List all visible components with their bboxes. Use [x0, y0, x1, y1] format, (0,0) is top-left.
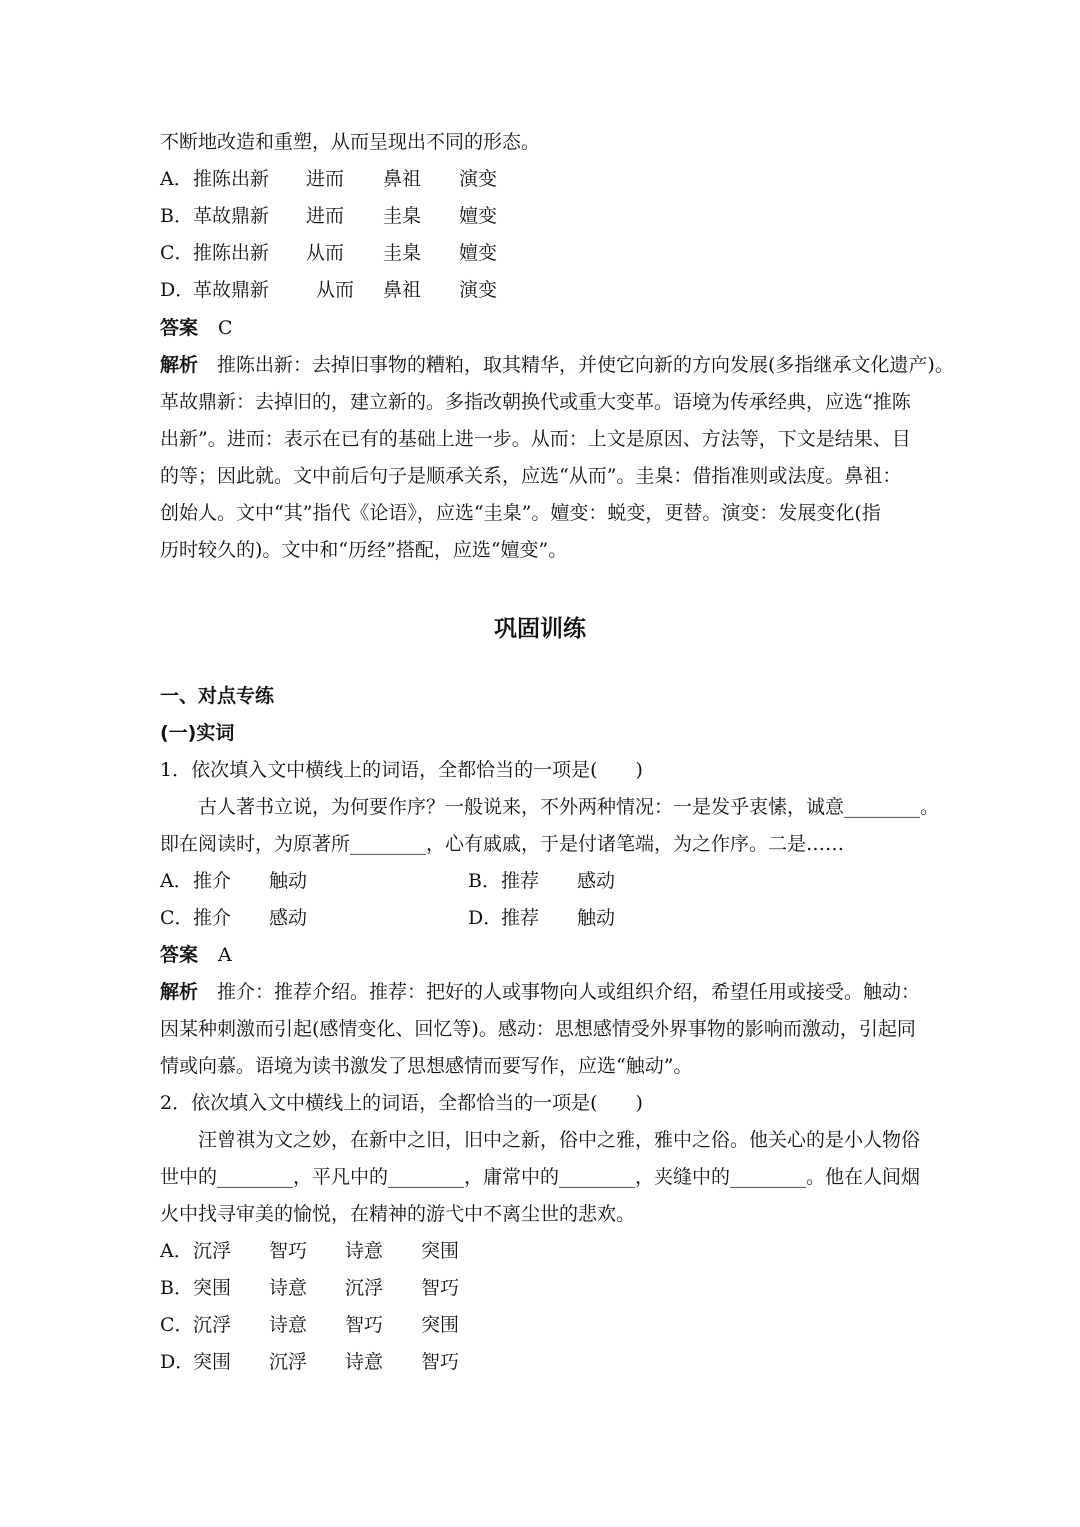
analysis-text: 推介：推荐介绍。推荐：把好的人或事物向人或组织介绍，希望任用或接受。触动：: [217, 981, 921, 1003]
option-c-word-2: 从而: [306, 242, 345, 264]
q1-analysis-line: 因某种刺激而引起(感情变化、回忆等)。感动：思想感情受外界事物的影响而激动，引起同: [160, 1018, 916, 1040]
q2-option-b-word-4: 智巧: [421, 1277, 460, 1299]
answer-value: A: [218, 944, 232, 966]
q1-option-b-word-2: 感动: [577, 870, 616, 892]
q2-option-c-word-3: 智巧: [345, 1314, 384, 1336]
option-b-word-1: 革故鼎新: [193, 205, 270, 227]
option-c-word-3: 圭臬: [383, 242, 422, 264]
option-c-word-4: 嬗变: [459, 242, 498, 264]
answer-label: 答案: [160, 944, 199, 966]
option-b-word-2: 进而: [306, 205, 345, 227]
analysis-line: 的等；因此就。文中前后句子是顺承关系，应选“从而”。圭臬：借指准则或法度。鼻祖：: [160, 465, 902, 487]
analysis-line: 革故鼎新：去掉旧的，建立新的。多指改朝换代或重大变革。语境为传承经典，应选“推陈: [160, 391, 911, 413]
analysis-text: 推陈出新：去掉旧事物的糟粕，取其精华，并使它向新的方向发展(多指继承文化遗产)。: [217, 354, 954, 376]
option-d-word-2: 从而: [316, 279, 355, 301]
part-heading: 一、对点专练: [160, 685, 275, 707]
q2-option-b-word-1: 突围: [193, 1277, 232, 1299]
option-a-word-1: 推陈出新: [193, 168, 270, 190]
answer-label: 答案: [160, 317, 199, 339]
q1-answer-block: [160, 937, 232, 974]
q1-option-d-letter: D．: [468, 907, 503, 929]
q2-option-a-word-1: 沉浮: [193, 1240, 232, 1262]
q1-option-a-word-2: 触动: [269, 870, 308, 892]
option-d-letter: D．: [160, 279, 195, 301]
q2-option-a-word-3: 诗意: [345, 1240, 384, 1262]
option-b-letter: B．: [160, 205, 193, 227]
q2-option-c-word-2: 诗意: [269, 1314, 308, 1336]
q2-option-a-word-4: 突围: [421, 1240, 460, 1262]
analysis-line: 历时较久的)。文中和“历经”搭配，应选“嬗变”。: [160, 539, 568, 561]
option-c-letter: C．: [160, 242, 194, 264]
continued-passage-line: 不断地改造和重塑，从而呈现出不同的形态。: [160, 131, 541, 153]
q1-option-b-letter: B．: [468, 870, 501, 892]
q2-option-d-word-3: 诗意: [345, 1351, 384, 1373]
answer-block: [160, 310, 233, 347]
q2-option-c-word-1: 沉浮: [193, 1314, 232, 1336]
question-1-passage-line: 即在阅读时，为原著所________，心有戚戚，于是付诸笔端，为之作序。二是……: [160, 833, 845, 855]
analysis-label: 解析: [160, 981, 199, 1003]
question-2-passage-line: 汪曾祺为文之妙，在新中之旧，旧中之新，俗中之雅，雅中之俗。他关心的是小人物俗: [198, 1129, 921, 1151]
q1-option-c-word-1: 推介: [193, 907, 232, 929]
option-a-letter: A．: [160, 168, 193, 190]
question-1-passage-line: 古人著书立说，为何要作序？一般说来，不外两种情况：一是发乎衷愫，诚意________。: [198, 796, 940, 818]
q1-option-a-word-1: 推介: [193, 870, 232, 892]
q1-option-d-word-2: 触动: [577, 907, 616, 929]
q2-option-a-word-2: 智巧: [269, 1240, 308, 1262]
q2-option-b-letter: B．: [160, 1277, 193, 1299]
option-d-word-3: 鼻祖: [383, 279, 422, 301]
q1-option-a-letter: A．: [160, 870, 193, 892]
option-d-word-4: 演变: [459, 279, 498, 301]
question-2-passage-line: 世中的________，平凡中的________，庸常中的________，夹缝中的________。他在人间烟: [160, 1166, 921, 1188]
analysis-line: 创始人。文中“其”指代《论语》，应选“圭臬”。嬗变：蜕变，更替。演变：发展变化(指: [160, 502, 881, 524]
q2-option-d-letter: D．: [160, 1351, 195, 1373]
q1-option-d-word-1: 推荐: [501, 907, 540, 929]
q2-option-a-letter: A．: [160, 1240, 193, 1262]
option-a-word-4: 演变: [459, 168, 498, 190]
q2-option-c-letter: C．: [160, 1314, 194, 1336]
question-2-stem: 2．依次填入文中横线上的词语，全都恰当的一项是( ): [160, 1092, 643, 1114]
q2-option-d-word-2: 沉浮: [269, 1351, 308, 1373]
q2-option-d-word-1: 突围: [193, 1351, 232, 1373]
q2-option-c-word-4: 突围: [421, 1314, 460, 1336]
option-a-word-2: 进而: [306, 168, 345, 190]
q1-analysis-line: [160, 974, 922, 1011]
q2-option-d-word-4: 智巧: [421, 1351, 460, 1373]
question-2-passage-line: 火中找寻审美的愉悦，在精神的游弋中不离尘世的悲欢。: [160, 1203, 636, 1225]
answer-value: C: [218, 317, 233, 339]
option-b-word-3: 圭臬: [383, 205, 422, 227]
q1-analysis-line: 情或向慕。语境为读书激发了思想感情而要写作，应选“触动”。: [160, 1055, 693, 1077]
option-c-word-1: 推陈出新: [193, 242, 270, 264]
question-1-stem: 1．依次填入文中横线上的词语，全都恰当的一项是( ): [160, 759, 643, 781]
option-a-word-3: 鼻祖: [383, 168, 422, 190]
option-b-word-4: 嬗变: [459, 205, 498, 227]
q1-option-c-letter: C．: [160, 907, 194, 929]
option-d-word-1: 革故鼎新: [193, 279, 270, 301]
sub-heading: (一)实词: [160, 722, 235, 744]
q1-option-c-word-2: 感动: [269, 907, 308, 929]
analysis-line: 出新”。进而：表示在已有的基础上进一步。从而：上文是原因、方法等，下文是结果、目: [160, 428, 911, 450]
q1-option-b-word-1: 推荐: [501, 870, 540, 892]
q2-option-b-word-2: 诗意: [269, 1277, 308, 1299]
analysis-label: 解析: [160, 354, 199, 376]
analysis-line: [160, 347, 954, 384]
section-title: 巩固训练: [494, 616, 586, 642]
q2-option-b-word-3: 沉浮: [345, 1277, 384, 1299]
